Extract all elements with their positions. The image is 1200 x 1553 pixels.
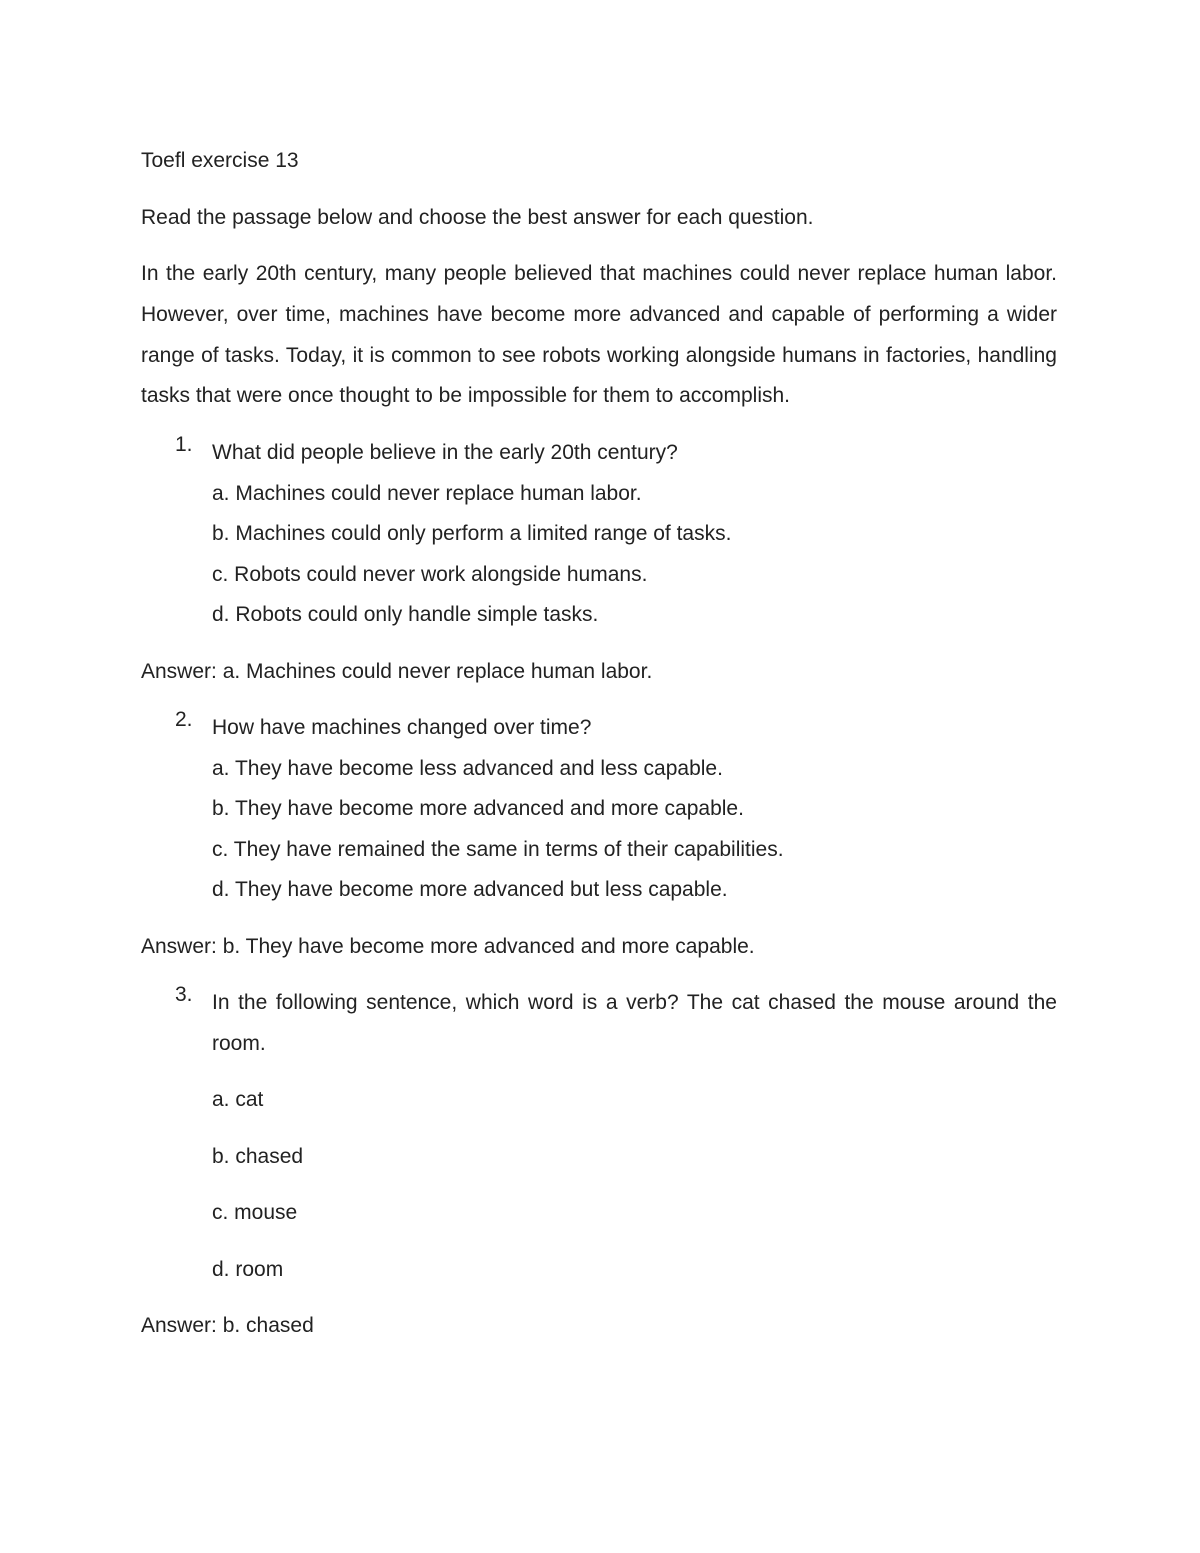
question-text: How have machines changed over time? <box>212 716 592 740</box>
option-c: c. They have remained the same in terms of their capabilities. <box>212 837 784 861</box>
question-text: In the following sentence, which word is a verb? The cat chased the mouse around the room. <box>212 991 1057 1055</box>
question-text: What did people believe in the early 20th century? <box>212 441 678 465</box>
document-content <box>141 141 1057 1363</box>
option-a: a. They have become less advanced and less capable. <box>212 756 723 780</box>
option-b: b. chased <box>212 1144 304 1168</box>
option-b: b. Machines could only perform a limited range of tasks. <box>212 522 732 546</box>
question-1 <box>141 433 1057 636</box>
option-d: d. Robots could only handle simple tasks. <box>212 603 599 627</box>
answer-1: Answer: a. Machines could never replace human labor. <box>141 659 653 683</box>
question-number: 1. <box>175 433 193 457</box>
answer-2: Answer: b. They have become more advanced and more capable. <box>141 934 755 958</box>
question-3 <box>141 983 1057 1290</box>
question-number: 3. <box>175 983 193 1007</box>
option-d: d. They have become more advanced but less capable. <box>212 878 728 902</box>
reading-passage: In the early 20th century, many people believed that machines could never replace human labor. However, over time, machines have become more advanced and capable of performing a wider range of tasks. Today, it is common to see robots working alongside humans in factories, handling tasks that were once thought to be impossible for them to accomplish. <box>141 262 1057 408</box>
option-c: c. Robots could never work alongside humans. <box>212 562 648 586</box>
option-c: c. mouse <box>212 1201 298 1225</box>
option-a: a. cat <box>212 1088 264 1112</box>
question-2 <box>141 708 1057 911</box>
document-title: Toefl exercise 13 <box>141 149 299 172</box>
option-a: a. Machines could never replace human labor. <box>212 481 642 505</box>
instructions-text: Read the passage below and choose the best answer for each question. <box>141 205 814 229</box>
answer-3: Answer: b. chased <box>141 1314 314 1338</box>
option-b: b. They have become more advanced and more capable. <box>212 797 744 821</box>
option-d: d. room <box>212 1257 284 1281</box>
question-number: 2. <box>175 708 193 732</box>
